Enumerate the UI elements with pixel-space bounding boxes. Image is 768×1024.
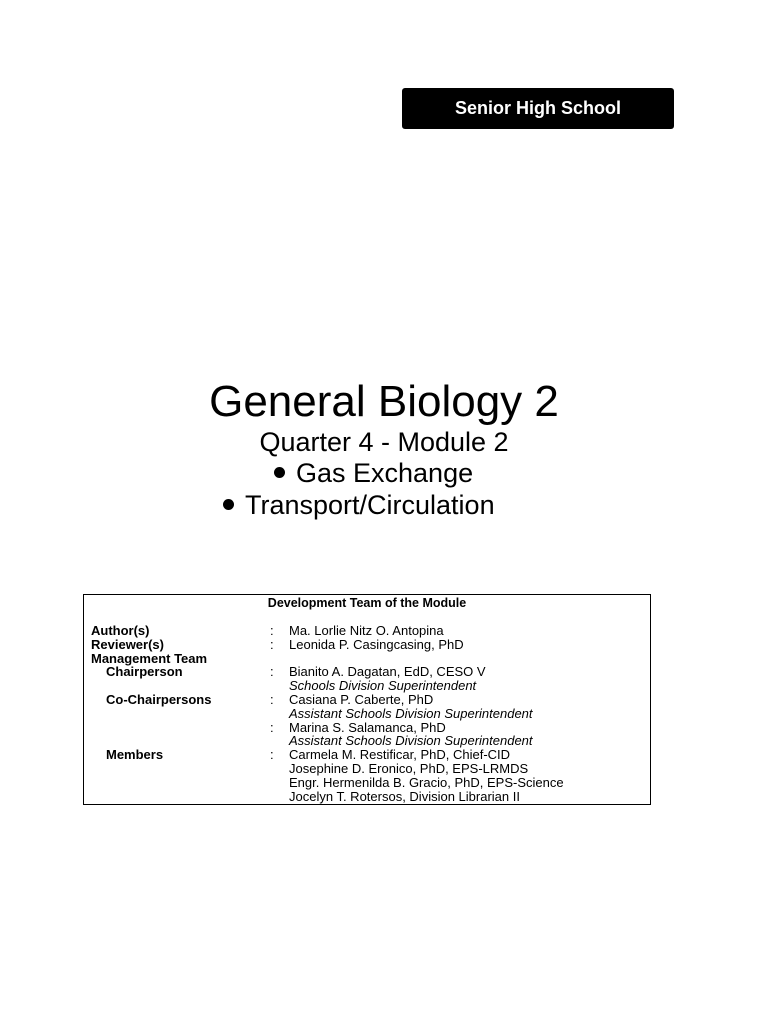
team-heading: Development Team of the Module (267, 596, 467, 610)
topic-label: Transport/Circulation (245, 490, 495, 520)
team-role: Reviewer(s) (91, 636, 164, 652)
team-role: Co-Chairpersons (106, 691, 212, 707)
team-colon: : (270, 691, 274, 707)
team-role (84, 776, 267, 790)
team-colon: : (270, 664, 274, 680)
team-member: Ma. Lorlie Nitz O. Antopina (289, 623, 444, 638)
team-row (84, 776, 650, 790)
team-role (84, 762, 267, 776)
team-row (84, 734, 650, 748)
team-row (84, 638, 650, 652)
team-row (84, 652, 650, 666)
team-role (84, 721, 267, 735)
team-member-title: Assistant Schools Division Superintendent (289, 733, 533, 749)
team-colon (267, 762, 289, 776)
module-subtitle: Quarter 4 - Module 2 (259, 427, 509, 457)
team-row (84, 790, 650, 804)
team-role (84, 707, 267, 721)
topic-item (274, 456, 473, 490)
team-member-title: Schools Division Superintendent (289, 678, 477, 694)
development-team-box (83, 594, 651, 805)
team-colon (267, 790, 289, 804)
team-row (84, 665, 650, 679)
team-colon (267, 652, 289, 666)
team-row (84, 707, 650, 721)
team-member: Engr. Hermenilda B. Gracio, PhD, EPS-Science (289, 774, 564, 790)
topic-label: Gas Exchange (296, 458, 474, 488)
team-member: Carmela M. Restificar, PhD, Chief-CID (289, 747, 511, 763)
team-member: Bianito A. Dagatan, EdD, CESO V (289, 664, 486, 680)
team-row (84, 721, 650, 735)
team-row (84, 624, 650, 638)
team-role: Chairperson (106, 664, 183, 680)
team-colon (267, 734, 289, 748)
module-title: General Biology 2 (209, 377, 559, 426)
team-role (84, 679, 267, 693)
team-member: Marina S. Salamanca, PhD (289, 719, 446, 735)
team-role (84, 734, 267, 748)
team-member: Casiana P. Caberte, PhD (289, 691, 434, 707)
team-colon: : (270, 636, 274, 652)
grade-level-badge (402, 88, 674, 129)
team-member: Leonida P. Casingcasing, PhD (289, 636, 464, 652)
team-role: Author(s) (91, 623, 150, 638)
team-role: Management Team (91, 650, 208, 666)
team-row (84, 679, 650, 693)
team-colon: : (270, 623, 274, 638)
team-row (84, 762, 650, 776)
team-colon (267, 679, 289, 693)
team-member (289, 652, 650, 666)
team-rows (84, 624, 650, 803)
team-role: Members (106, 747, 164, 763)
team-row (84, 693, 650, 707)
topic-item (223, 488, 495, 522)
team-colon (267, 707, 289, 721)
bullet-icon (274, 467, 285, 478)
team-colon: : (270, 719, 274, 735)
team-colon: : (270, 747, 274, 763)
team-colon (267, 776, 289, 790)
team-role (84, 790, 267, 804)
team-member-title: Assistant Schools Division Superintendent (289, 705, 533, 721)
grade-level-label: Senior High School (454, 98, 621, 118)
bullet-icon (223, 499, 234, 510)
team-member: Jocelyn T. Rotersos, Division Librarian II (289, 788, 520, 804)
team-row (84, 748, 650, 762)
team-member: Josephine D. Eronico, PhD, EPS-LRMDS (289, 760, 529, 776)
